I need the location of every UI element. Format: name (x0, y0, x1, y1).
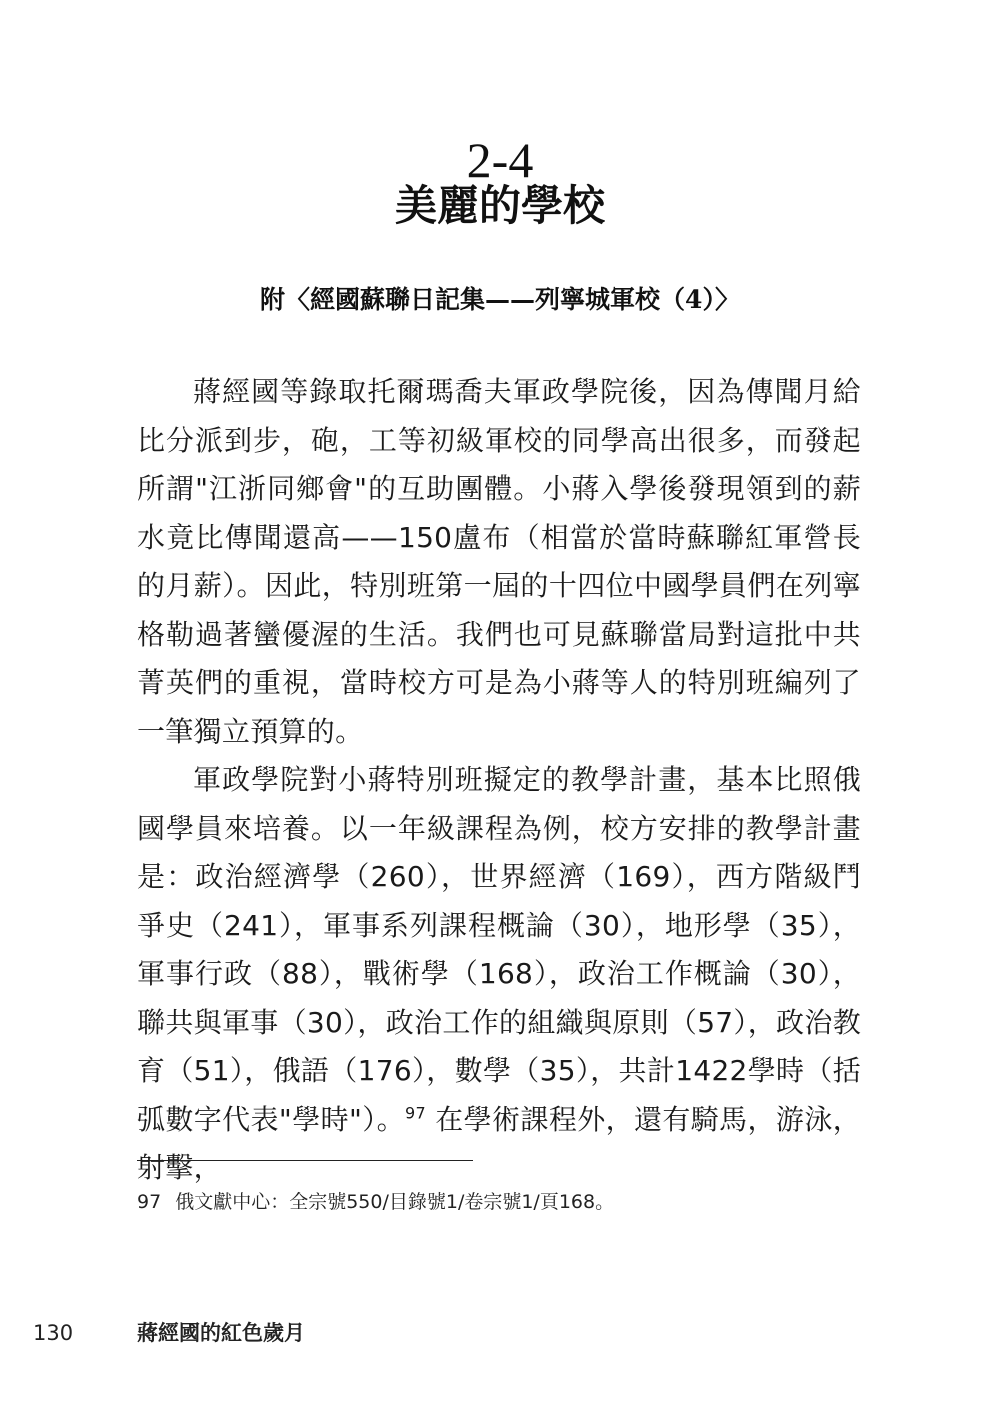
paragraph-2-text-continued: 在學術課程外，還有騎馬，游泳，射擊， (137, 1102, 862, 1184)
footnote-text: 俄文獻中心：全宗號550/目錄號1/卷宗號1/頁168。 (175, 1191, 615, 1213)
paragraph-1: 蔣經國等錄取托爾瑪喬夫軍政學院後，因為傳聞月給比分派到步，砲，工等初級軍校的同學高出很多，而發起所謂"江浙同鄉會"的互助團體。小蔣入學後發現領到的薪水竟比傳聞還高——150盧布（相當於當時蘇聯紅軍營長的月薪）。因此，特別班第一屆的十四位中國學員們在列寧格勒過著蠻優渥的生活。我們也可見蘇聯當局對這批中共菁英們的重視，當時校方可是為小蔣等人的特別班編列了一筆獨立預算的。 (137, 375, 861, 748)
chapter-title: 美麗的學校 (394, 181, 605, 230)
page-number: 130 (33, 1321, 74, 1345)
footnote-number: 97 (137, 1191, 162, 1213)
paragraph-2-text: 軍政學院對小蔣特別班擬定的教學計畫，基本比照俄國學員來培養。以一年級課程為例，校方安排的教學計畫是：政治經濟學（260），世界經濟（169），西方階級鬥爭史（241），軍事系列課程概論（30），地形學（35），軍事行政（88），戰術學（168），政治工作概論（30），聯共與軍事（30），政治工作的組織與原則（57），政治教育（51），俄語（176），數學（35），共計1422學時（括弧數字代表"學時"）。 (137, 763, 861, 1136)
running-title: 蔣經國的紅色歲月 (137, 1320, 305, 1345)
body-text (137, 368, 861, 1193)
footnote-reference[interactable]: 97 (405, 1103, 426, 1123)
chapter-number: 2-4 (466, 132, 534, 188)
footnote-divider (137, 1160, 473, 1161)
paragraph-2 (137, 756, 861, 1193)
chapter-subtitle: 附〈經國蘇聯日記集——列寧城軍校（4）〉 (260, 285, 740, 314)
footnote (137, 1187, 861, 1217)
